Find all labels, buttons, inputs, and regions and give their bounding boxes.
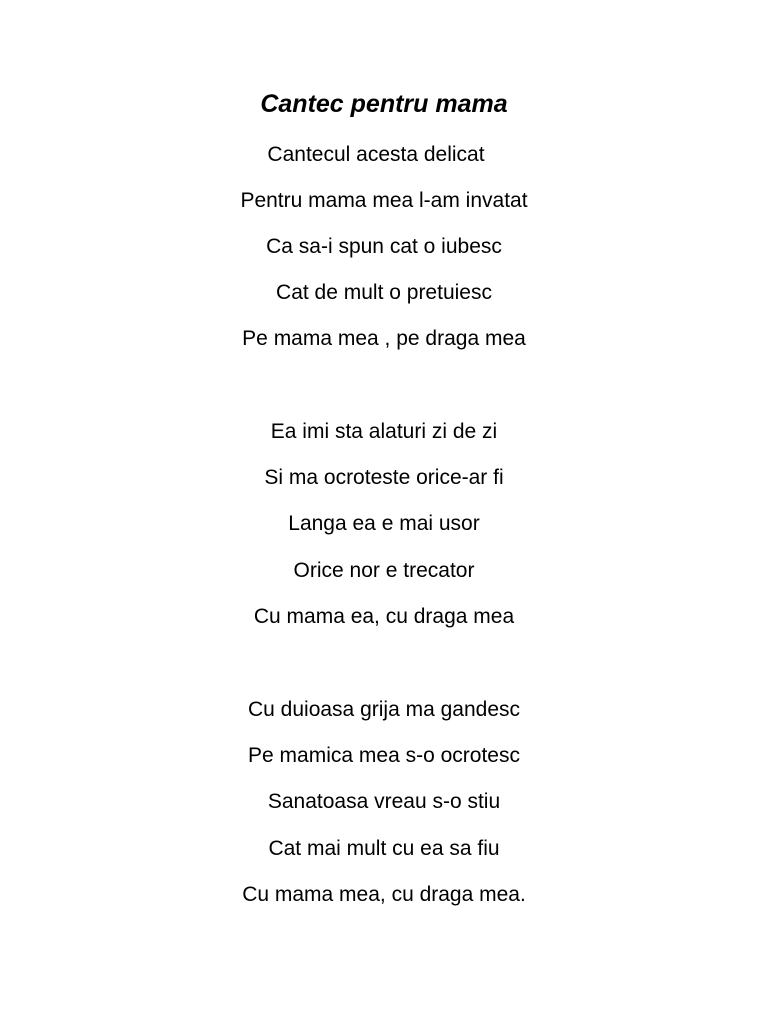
poem-line: Ea imi sta alaturi zi de zi [270, 420, 498, 443]
poem-line: Sanatoasa vreau s-o stiu [267, 790, 501, 813]
poem-line: Pe mamica mea s-o ocrotesc [248, 744, 520, 767]
poem-line: Pentru mama mea l-am invatat [240, 189, 528, 212]
poem-line: Pe mama mea , pe draga mea [242, 327, 526, 350]
poem-line: Cu mama mea, cu draga mea. [242, 883, 526, 906]
poem-line: Ca sa-i spun cat o iubesc [266, 235, 502, 258]
poem-line: Cu mama ea, cu draga mea [253, 605, 515, 628]
poem-line: Orice nor e trecator [293, 559, 475, 582]
poem-line: Langa ea e mai usor [288, 512, 480, 535]
poem-line: Cat de mult o pretuiesc [276, 281, 492, 304]
poem-title: Cantec pentru mama [260, 90, 508, 118]
poem-line: Si ma ocroteste orice-ar fi [264, 466, 504, 489]
poem-line: Cu duioasa grija ma gandesc [248, 698, 520, 721]
poem-line: Cantecul acesta delicat [267, 143, 485, 166]
poem-line: Cat mai mult cu ea sa fiu [268, 837, 500, 860]
